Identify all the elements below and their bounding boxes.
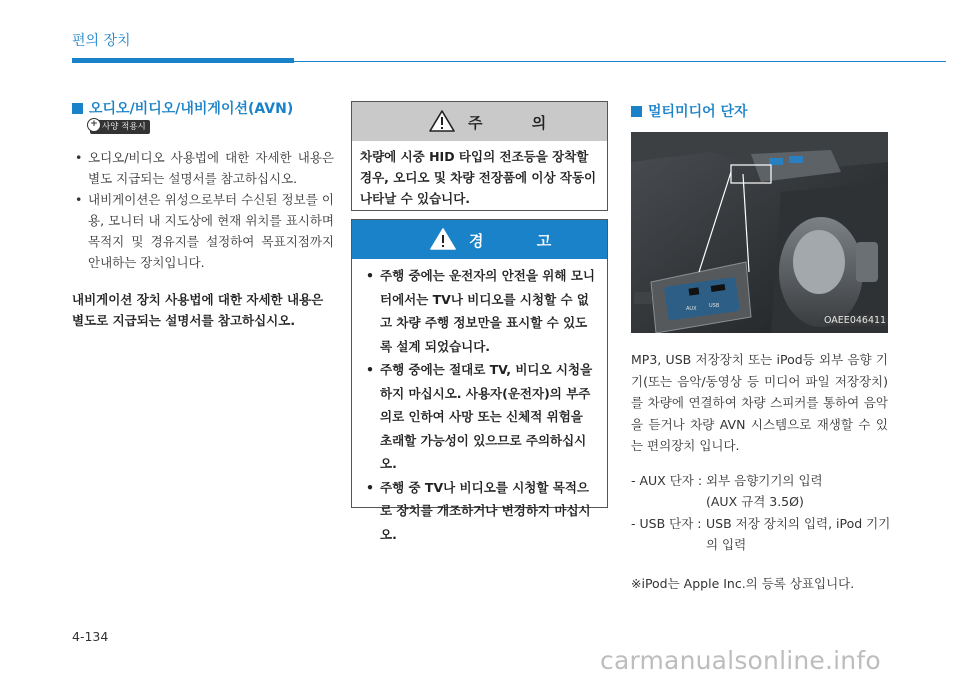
- square-bullet-icon: [72, 103, 83, 114]
- caution-header: [352, 102, 607, 141]
- multimedia-port-photo: [631, 132, 888, 333]
- aux-term-desc: 외부 음향기기의 입력: [706, 473, 823, 488]
- warning-title: 경 고: [469, 232, 576, 250]
- console-illustration: [631, 132, 888, 333]
- list-item: • 내비게이션은 위성으로부터 수신된 정보를 이용, 모니터 내 지도상에 현재 위치를 표시하며 목적지 및 경유지를 설정하여 목표지점까지 안내하는 장치입니다.: [75, 192, 334, 270]
- warning-list: [352, 259, 607, 546]
- aux-port-label: AUX: [686, 306, 697, 312]
- list-item: • 오디오/비디오 사용법에 대한 자세한 내용은 별도 지급되는 설명서를 참고하십시오.: [75, 150, 334, 186]
- watermark: carmanualsonline.info: [600, 646, 881, 675]
- aux-term-label: - AUX 단자 :: [631, 473, 703, 488]
- photo-code: OAEE046411: [821, 315, 888, 326]
- aux-term-spec: (AUX 규격 3.5Ø): [706, 494, 804, 509]
- page-number: 4-134: [72, 629, 109, 644]
- option-badge: + 사양 적용시: [90, 120, 150, 134]
- usb-term-label: - USB 단자 :: [631, 516, 702, 531]
- multimedia-heading: 멀티미디어 단자: [631, 101, 748, 121]
- list-item: • 주행 중에는 운전자의 안전을 위해 모니터에서는 TV나 비디오를 시청할 수 없고 차량 주행 정보만을 표시할 수 있도록 설계 되었습니다.: [366, 268, 595, 354]
- header-rule-thin: [294, 61, 946, 62]
- caution-text: 차량에 시중 HID 타입의 전조등을 장착할 경우, 오디오 및 차량 전장품에 이상 작동이 나타날 수 있습니다.: [360, 149, 597, 206]
- usb-term-desc: USB 저장 장치의 입력, iPod 기기: [706, 516, 891, 531]
- warning-box: [351, 219, 608, 542]
- usb-term-desc-cont: 의 입력: [706, 537, 747, 552]
- square-bullet-icon: [631, 106, 642, 117]
- section-title: 편의 장치: [72, 33, 131, 49]
- plus-icon: +: [87, 118, 101, 132]
- list-item: • 주행 중 TV나 비디오를 시청할 목적으로 장치를 개조하거나 변경하지 마십시오.: [366, 479, 591, 542]
- caution-title: 주 의: [468, 114, 569, 132]
- usb-port-label: USB: [709, 303, 720, 309]
- avn-bullet-list: [72, 147, 334, 273]
- caution-box: [351, 101, 608, 211]
- avn-heading: 오디오/비디오/내비게이션(AVN): [72, 98, 293, 118]
- header-rule-thick: [72, 58, 294, 63]
- trademark-footnote: ※iPod는 Apple Inc.의 등록 상표입니다.: [631, 576, 855, 591]
- avn-bold-note: 내비게이션 장치 사용법에 대한 자세한 내용은 별도로 지급되는 설명서를 참고하십시오.: [72, 292, 324, 328]
- list-item: • 주행 중에는 절대로 TV, 비디오 시청을 하지 마십시오. 사용자(운전자)의 부주의로 인하여 사망 또는 신체적 위험을 초래할 가능성이 있으므로 주의하십시오.: [366, 362, 593, 471]
- warning-triangle-icon: [430, 227, 456, 251]
- warning-triangle-icon: [429, 109, 455, 133]
- warning-header: [352, 220, 607, 259]
- multimedia-description: MP3, USB 저장장치 또는 iPod등 외부 음향 기기(또는 음악/동영상 등 미디어 파일 저장장치)를 차량에 연결하여 차량 스피커를 통하여 음악을 듣거나 차량 AVN 시스템으로 재생할 수 있는 편의장치 입니다.: [631, 352, 888, 453]
